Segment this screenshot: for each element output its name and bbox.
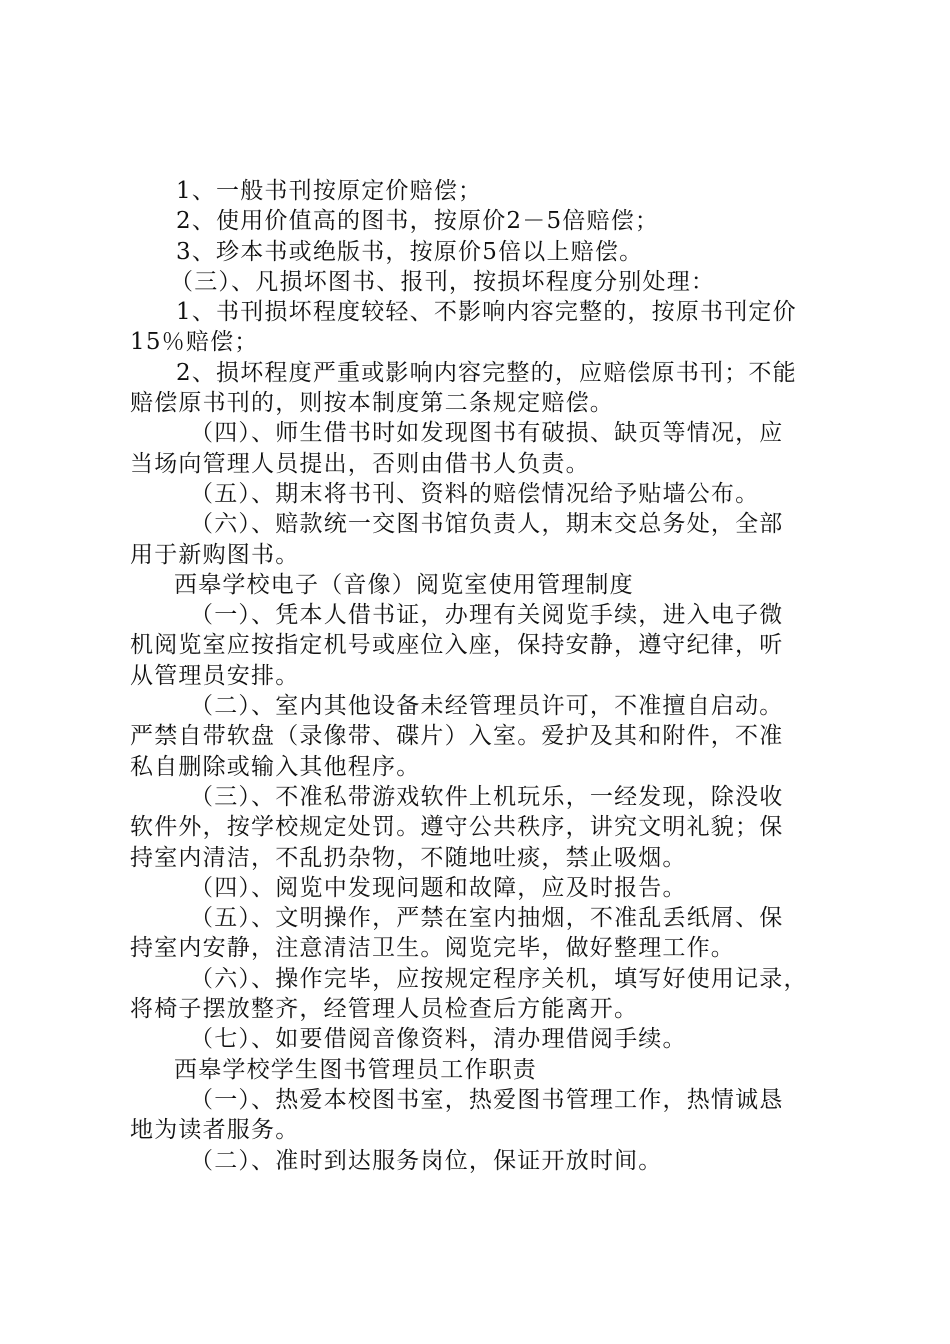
text-line: 严禁自带软盘（录像带、碟片）入室。爱护及其和附件，不准 (130, 723, 784, 750)
text-line: （六）、赔款统一交图书馆负责人，期末交总务处，全部 (190, 511, 784, 538)
text-line: 3、珍本书或绝版书，按原价5倍以上赔偿。 (176, 238, 644, 265)
text-line: （四）、师生借书时如发现图书有破损、缺页等情况，应 (190, 420, 784, 447)
text-line: 2、使用价值高的图书，按原价2－5倍赔偿； (176, 208, 660, 235)
text-line: （四）、阅览中发现问题和故障，应及时报告。 (190, 874, 687, 901)
text-line: （二）、室内其他设备未经管理员许可，不准擅自启动。 (190, 693, 784, 720)
text-line: 当场向管理人员提出，否则由借书人负责。 (130, 450, 590, 477)
text-line: 持室内清洁，不乱扔杂物，不随地吐痰，禁止吸烟。 (130, 844, 687, 871)
section-title: 西皋学校学生图书管理员工作职责 (174, 1056, 537, 1083)
text-line: 持室内安静，注意清洁卫生。阅览完毕，做好整理工作。 (130, 935, 735, 962)
text-line: 15％赔偿； (130, 329, 259, 356)
text-line: （二）、准时到达服务岗位，保证开放时间。 (190, 1147, 663, 1174)
text-line: （一）、热爱本校图书室，热爱图书管理工作，热情诚恳 (190, 1086, 784, 1113)
text-line: （三）、不准私带游戏软件上机玩乐，一经发现，除没收 (190, 783, 784, 810)
text-line: 从管理员安排。 (130, 662, 300, 689)
text-line: 1、一般书刊按原定价赔偿； (176, 178, 483, 204)
text-line: 地为读者服务。 (130, 1117, 300, 1144)
text-line: 机阅览室应按指定机号或座位入座，保持安静，遵守纪律，听 (130, 632, 784, 659)
text-line: 将椅子摆放整齐，经管理人员检查后方能离开。 (130, 996, 639, 1023)
text-line: 1、书刊损坏程度较轻、不影响内容完整的，按原书刊定价 (176, 299, 797, 326)
text-line: 用于新购图书。 (130, 541, 300, 568)
section-title: 西皋学校电子（音像）阅览室使用管理制度 (174, 571, 634, 598)
text-line: （一）、凭本人借书证，办理有关阅览手续，进入电子微 (190, 602, 784, 629)
text-line: 软件外，按学校规定处罚。遵守公共秩序，讲究文明礼貌；保 (130, 814, 784, 841)
text-line: 私自删除或输入其他程序。 (130, 753, 421, 780)
text-line: （七）、如要借阅音像资料，清办理借阅手续。 (190, 1026, 687, 1053)
section-heading: （三）、凡损坏图书、报刊，按损坏程度分别处理： (170, 268, 716, 295)
text-line: （六）、操作完毕，应按规定程序关机，填写好使用记录， (190, 965, 808, 992)
text-line: 2、损坏程度严重或影响内容完整的，应赔偿原书刊；不能 (176, 359, 797, 386)
document-body (130, 176, 830, 1176)
text-line: （五）、期末将书刊、资料的赔偿情况给予贴墙公布。 (190, 480, 760, 507)
text-line: （五）、文明操作，严禁在室内抽烟，不准乱丢纸屑、保 (190, 905, 784, 932)
text-line: 赔偿原书刊的，则按本制度第二条规定赔偿。 (130, 390, 614, 417)
